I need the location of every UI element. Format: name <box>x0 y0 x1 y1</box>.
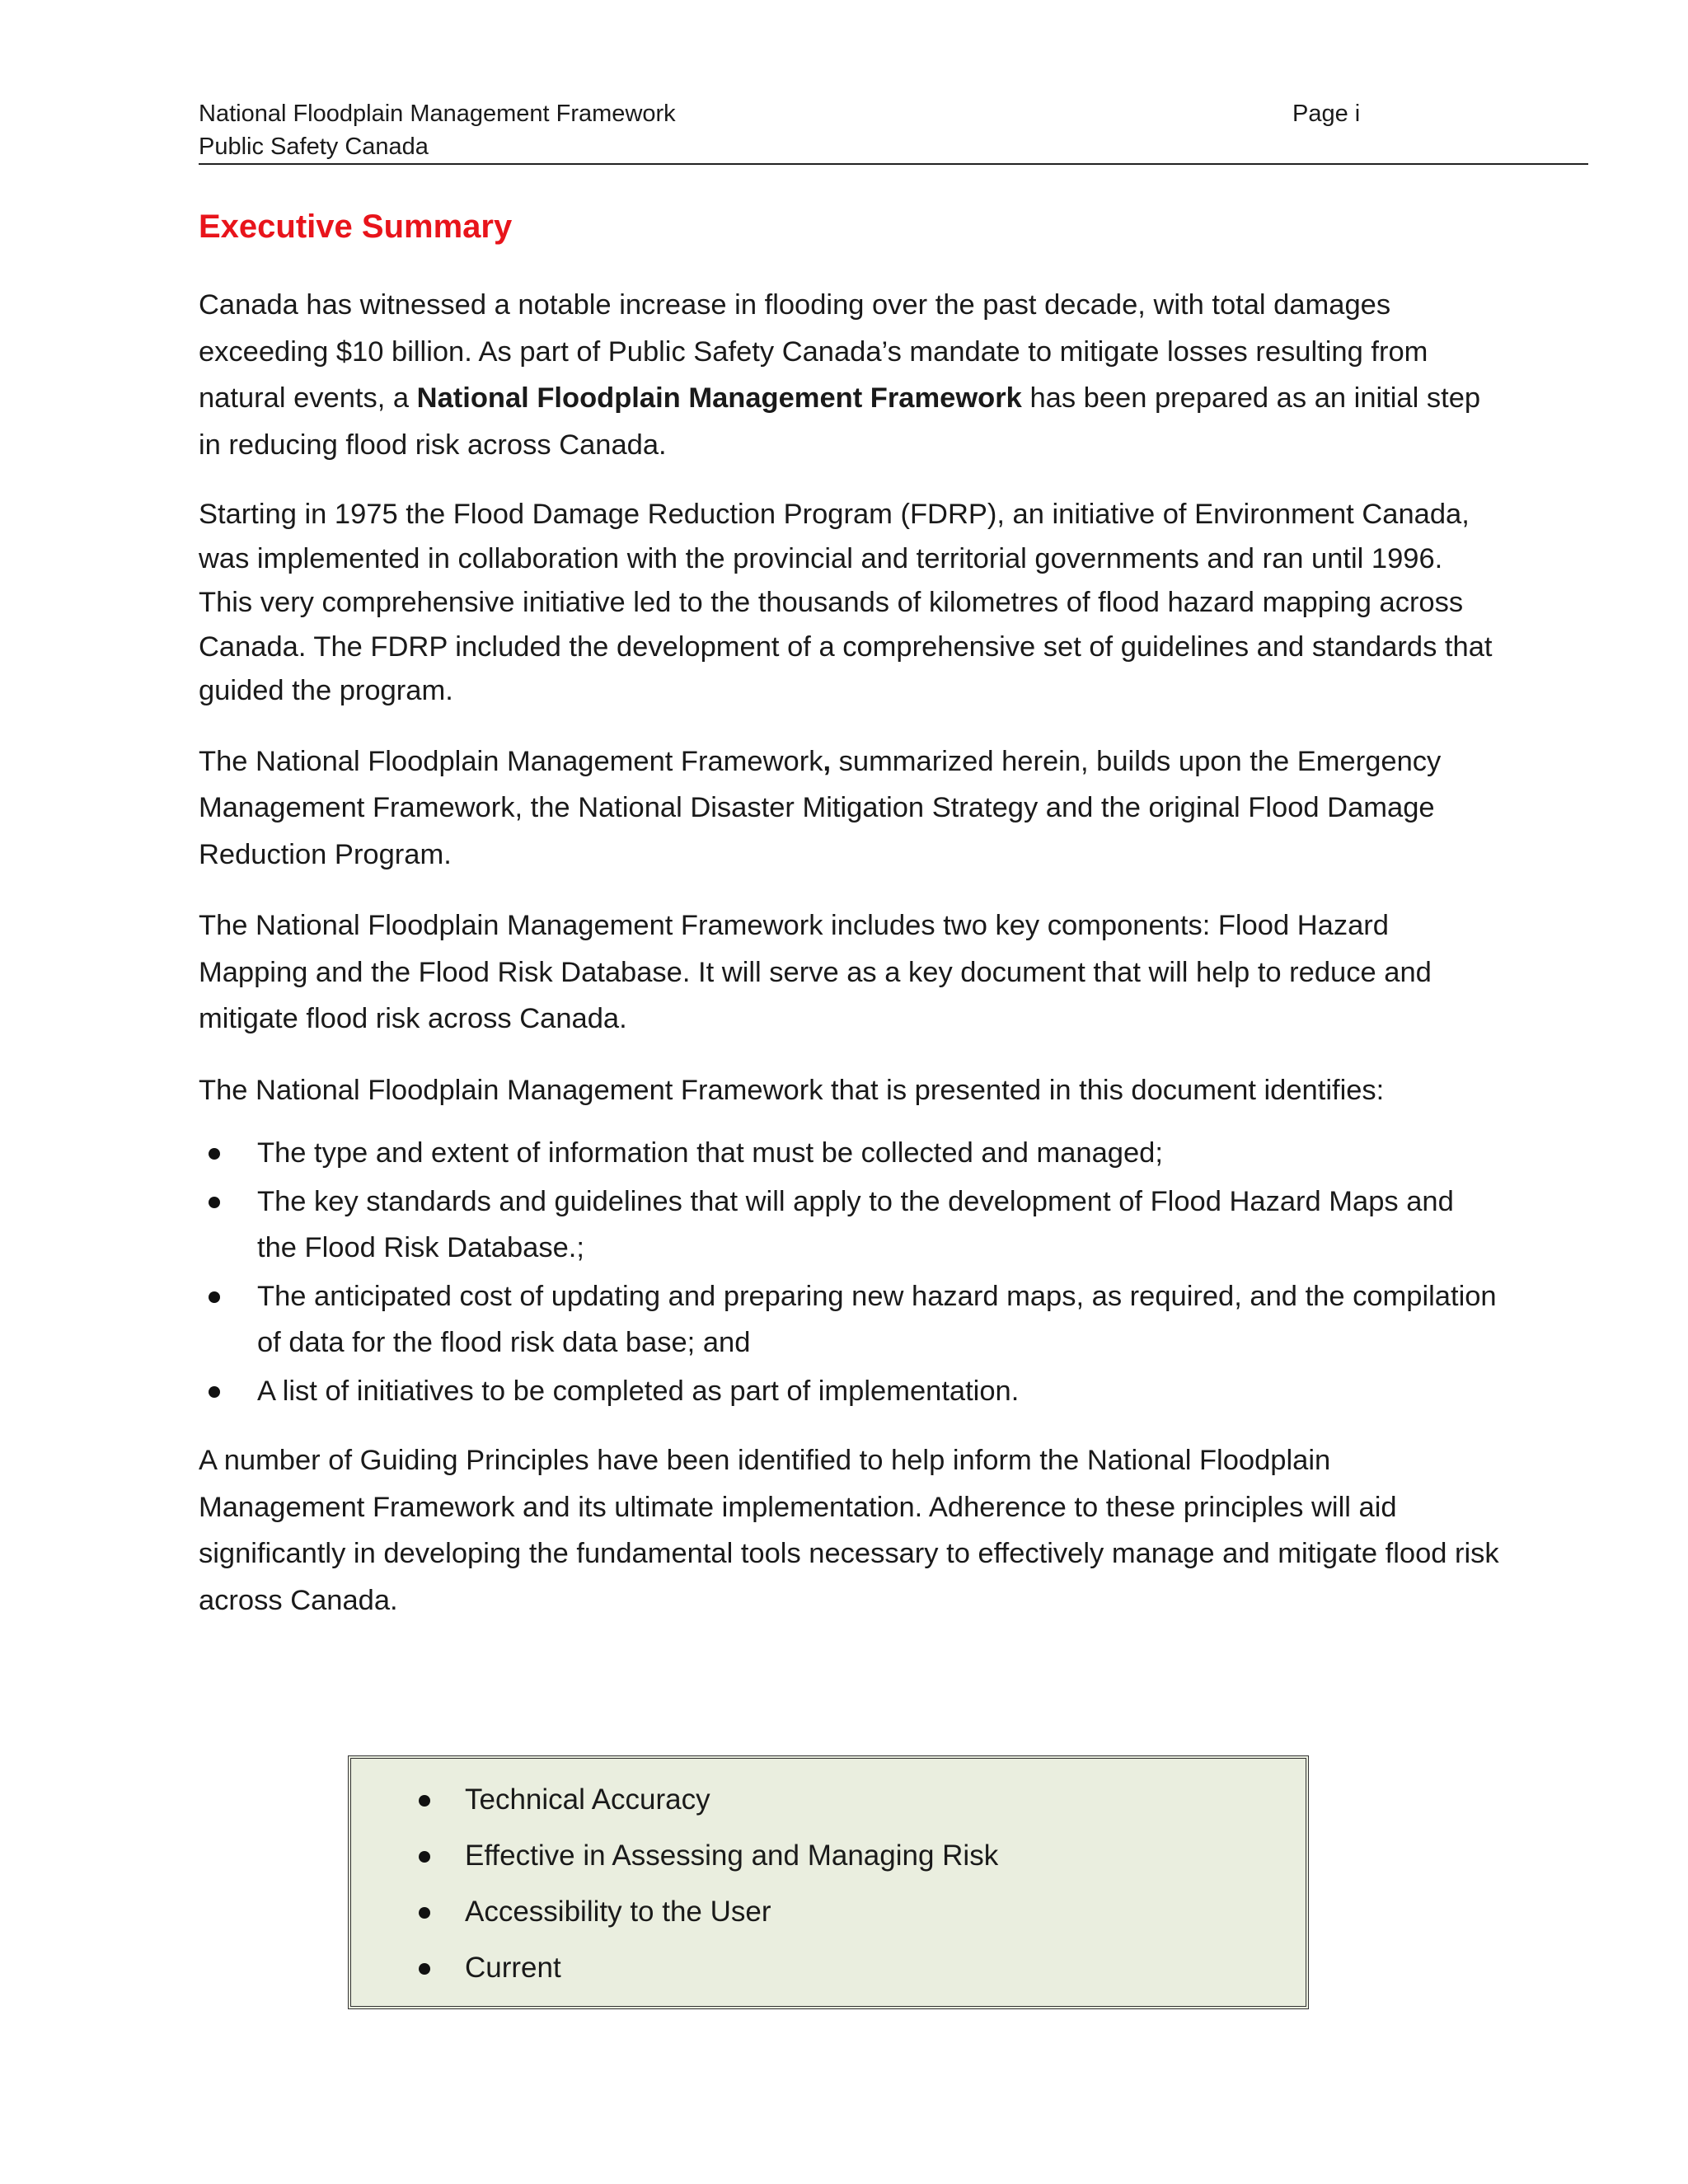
principle-item <box>351 1940 1306 1996</box>
principle-item <box>351 1772 1306 1828</box>
paragraph-key-components: The National Floodplain Management Framework includes two key components: Flood Hazard Mapping and the Flood Risk Database. It will serve as a key document that will help to reduce and mitigate flood risk across Canada. <box>199 910 1432 1034</box>
paragraph-intro <box>199 282 1501 468</box>
paragraph-guiding-principles: A number of Guiding Principles have been identified to help inform the National Floodplain Management Framework and its ultimate implementation. Adherence to these principles will aid significantly in developing the fundamental tools necessary to effectively manage and mitigate flood risk across Canada. <box>199 1445 1499 1616</box>
paragraph-identifies: The National Floodplain Management Framework that is presented in this document identifies: <box>199 1074 1385 1106</box>
paragraph-fdrp-history: Starting in 1975 the Flood Damage Reduction Program (FDRP), an initiative of Environment Canada, was implemented in collaboration with the provincial and territorial governments and ran until 1996. This very comprehensive initiative led to the thousands of kilometres of flood hazard mapping across Canada. The FDRP included the development of a comprehensive set of guidelines and standards that guided the program. <box>199 499 1493 706</box>
guiding-principles-box <box>348 1755 1309 2009</box>
paragraph-intro-end: has been prepared as an initial step in reducing flood risk across Canada. <box>199 382 1481 461</box>
list-item <box>199 1130 1501 1177</box>
paragraph-builds-upon-end: summarized herein, builds upon the Emergency Management Framework, the National Disaster Mitigation Strategy and the original Flood Damage Reduction Program. <box>199 745 1442 870</box>
list-item-text: The key standards and guidelines that will apply to the development of Flood Hazard Maps and the Flood Risk Database.; <box>257 1185 1454 1263</box>
framework-name-bold: National Floodplain Management Framework <box>416 382 1022 414</box>
bullet-icon <box>209 1386 220 1398</box>
section-title: Executive Summary <box>199 209 513 245</box>
header-organization: Public Safety Canada <box>199 134 429 160</box>
identifies-list <box>199 1130 1501 1414</box>
list-item-text: A list of initiatives to be completed as part of implementation. <box>257 1375 1020 1407</box>
list-item <box>199 1179 1501 1272</box>
bullet-icon <box>419 1963 430 1975</box>
bullet-icon <box>419 1795 430 1807</box>
summary-body <box>199 282 1501 1648</box>
principle-text: Accessibility to the User <box>465 1896 771 1928</box>
bullet-icon <box>209 1197 220 1208</box>
principle-text: Effective in Assessing and Managing Risk <box>465 1840 999 1872</box>
principle-text: Current <box>465 1952 561 1984</box>
header-page-number: Page i <box>1292 101 1361 127</box>
list-item <box>199 1273 1501 1366</box>
paragraph-intro-start: Canada has witnessed a notable increase in flooding over the past decade, with total damages exceeding $10 billion. As part of Public Safety Canada’s mandate to mitigate losses resulting from natural events, a <box>199 289 1428 414</box>
principle-item <box>351 1884 1306 1940</box>
bullet-icon <box>209 1291 220 1303</box>
page-header <box>199 97 1588 165</box>
list-item-text: The anticipated cost of updating and preparing new hazard maps, as required, and the compilation of data for the flood risk data base; and <box>257 1280 1497 1358</box>
paragraph-builds-upon-start: The National Floodplain Management Framework <box>199 745 823 777</box>
bullet-icon <box>419 1851 430 1863</box>
guiding-principles-list <box>351 1759 1306 1996</box>
principle-text: Technical Accuracy <box>465 1783 710 1816</box>
list-item-text: The type and extent of information that must be collected and managed; <box>257 1137 1163 1169</box>
list-item <box>199 1368 1501 1415</box>
paragraph-builds-upon <box>199 738 1501 879</box>
bold-comma: , <box>823 745 832 777</box>
principle-item <box>351 1828 1306 1884</box>
header-document-title: National Floodplain Management Framework <box>199 101 676 127</box>
bullet-icon <box>419 1907 430 1919</box>
bullet-icon <box>209 1148 220 1160</box>
